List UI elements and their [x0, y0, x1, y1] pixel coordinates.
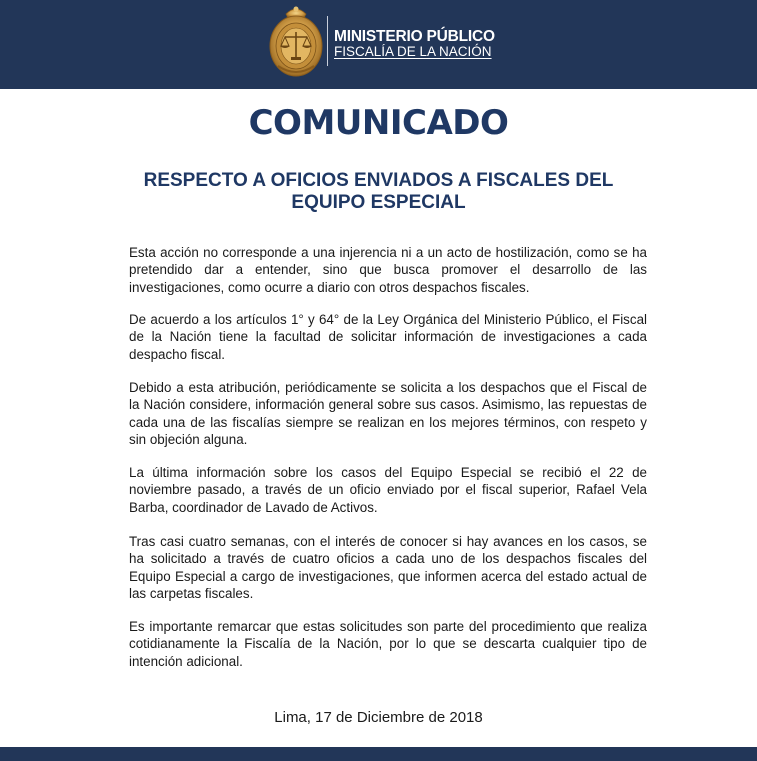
page-subtitle: RESPECTO A OFICIOS ENVIADOS A FISCALES DEL EQUIPO ESPECIAL: [143, 170, 614, 213]
paragraph-5: Tras casi cuatro semanas, con el interés de conocer si hay avances en los casos, se ha solicitado a través de cuatro oficios a cada uno de los despachos fiscales del Equipo Especial a cargo de investigaciones, que informen acerca del estado actual de las carpetas fiscales.: [129, 534, 647, 602]
org-name: MINISTERIO PÚBLICO: [334, 28, 495, 45]
logo-divider: [327, 16, 328, 66]
paragraph-2: De acuerdo a los artículos 1° y 64° de la Ley Orgánica del Ministerio Público, el Fiscal de la Nación tiene la facultad de solicitar información de investigaciones a cada despacho fiscal.: [129, 312, 647, 362]
paragraph-1: Esta acción no corresponde a una injerencia ni a un acto de hostilización, como se ha pretendido dar a entender, sino que busca promover el desarrollo de las investigaciones, como ocurre a diario con otros despachos fiscales.: [129, 245, 647, 295]
paragraph-6: Es importante remarcar que estas solicitudes son parte del procedimiento que realiza cotidianamente la Fiscalía de la Nación, por lo que se descarta cualquier tipo de intención adicional.: [129, 619, 647, 669]
paragraph-4: La última información sobre los casos del Equipo Especial se recibió el 22 de noviembre pasado, a través de un oficio enviado por el fiscal superior, Rafael Vela Barba, coordinador de Lavado de Activos.: [129, 465, 647, 515]
header-bar: [0, 0, 757, 89]
paragraph-3: Debido a esta atribución, periódicamente se solicita a los despachos que el Fiscal de la Nación considere, información general sobre sus casos. Asimismo, las repuestas de cada una de las fiscalías siempre se realizan en los mejores términos, con respeto y sin objeción alguna.: [129, 380, 647, 448]
page-title: COMUNICADO: [248, 103, 509, 143]
scales-of-justice-seal-icon: [268, 4, 324, 80]
footer-bar: [0, 747, 757, 761]
org-subtitle: FISCALÍA DE LA NACIÓN: [334, 44, 492, 59]
signature-date: Lima, 17 de Diciembre de 2018: [274, 709, 483, 726]
